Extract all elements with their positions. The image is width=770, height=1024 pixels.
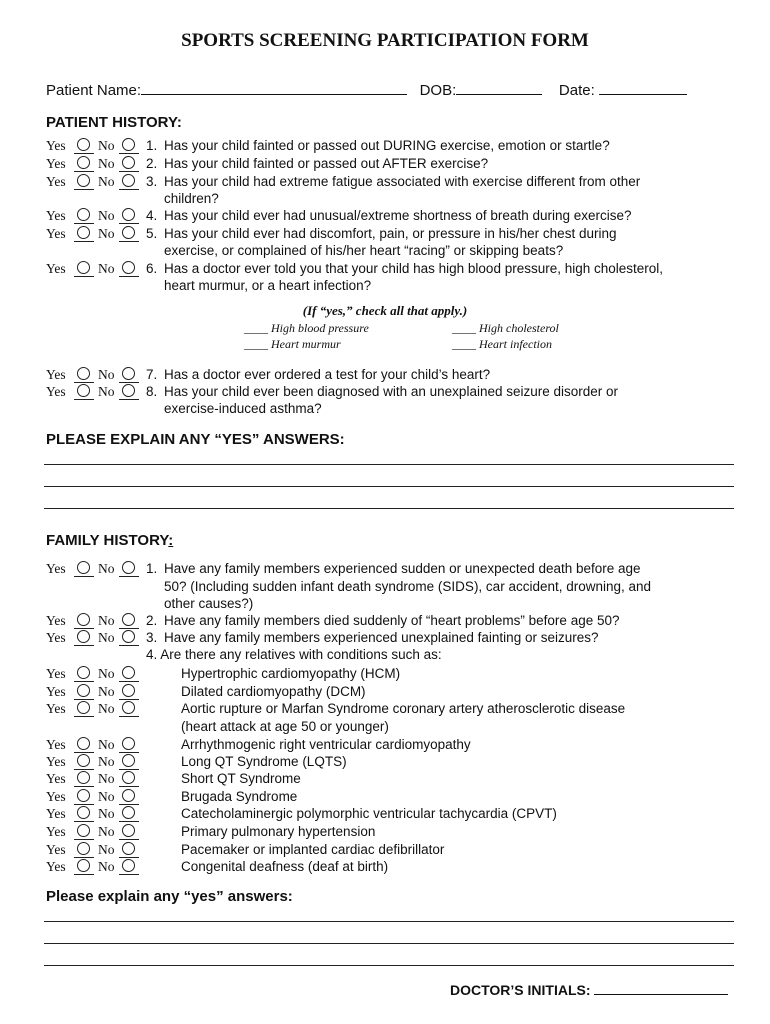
family-condition-9-no-radio[interactable] [122,824,135,837]
family-condition-3-line-2: (heart attack at age 50 or younger) [181,718,389,734]
question-text: Have any family members died suddenly of “heart problems” before age 50? [164,613,620,628]
no-label: No [98,613,115,628]
no-label: No [98,789,115,804]
yes-label: Yes [46,226,66,241]
no-label: No [98,824,115,839]
doctor-initials-label: DOCTOR’S INITIALS: [450,982,591,998]
family-condition-4-no-radio[interactable] [122,737,135,750]
patient-question-6-yes-no [46,260,144,278]
patient-name-label: Patient Name: [46,82,142,99]
patient-question-8-yes-no [46,383,144,401]
patient-question-1-no-radio[interactable] [122,138,135,151]
condition-text: Aortic rupture or Marfan Syndrome coronary artery atherosclerotic disease [181,701,626,716]
yes-label: Yes [46,859,66,874]
yes-label: Yes [46,737,66,752]
yes-underline [74,716,94,717]
family-condition-1-yes-radio[interactable] [77,666,90,679]
question-number: 3. [146,630,158,645]
patient-explain-line-1[interactable] [44,464,734,465]
family-explain-line-3[interactable] [44,965,734,966]
family-condition-5-yes-radio[interactable] [77,754,90,767]
yes-underline [74,839,94,840]
patient-question-6-line-2: heart murmur, or a heart infection? [164,278,372,293]
yes-underline [74,874,94,875]
patient-question-2-yes-no [46,155,144,173]
condition-text: Short QT Syndrome [181,771,301,786]
form-header [46,80,687,99]
patient-question-7-yes-no [46,366,144,384]
no-underline [119,681,139,682]
patient-question-2-no-radio[interactable] [122,156,135,169]
family-question-q2-no-radio[interactable] [122,613,135,626]
patient-question-7-yes-radio[interactable] [77,367,90,380]
date-label: Date: [558,82,595,99]
family-condition-2-yes-no [46,683,144,701]
yes-underline [74,821,94,822]
patient-question-3-no-radio[interactable] [122,174,135,187]
condition-text: Primary pulmonary hypertension [181,824,376,839]
no-label: No [98,208,115,223]
family-condition-3-yes-radio[interactable] [77,701,90,714]
patient-question-8-no-radio[interactable] [122,384,135,397]
no-label: No [98,842,115,857]
no-label: No [98,384,115,399]
family-condition-8-yes-radio[interactable] [77,806,90,819]
no-underline [119,645,139,646]
no-label: No [98,701,115,716]
yes-label: Yes [46,701,66,716]
form-title: SPORTS SCREENING PARTICIPATION FORM [181,30,589,51]
yes-underline [74,189,94,190]
family-condition-3-yes-no [46,700,144,718]
family-question-q2-yes-no [46,612,144,630]
patient-question-1-yes-radio[interactable] [77,138,90,151]
patient-question-7-no-radio[interactable] [122,367,135,380]
condition-text: Dilated cardiomyopathy (DCM) [181,684,366,699]
family-condition-5-yes-no [46,753,144,771]
no-label: No [98,806,115,821]
yes-underline [74,399,94,400]
patient-name-field[interactable] [141,80,407,95]
question-text: Has a doctor ever ordered a test for your child’s heart? [164,367,491,382]
family-condition-9-yes-no [46,823,144,841]
patient-question-3-line-2: children? [164,191,219,206]
yes-underline [74,171,94,172]
family-explain-heading: Please explain any “yes” answers: [46,888,293,905]
question-text: Have any family members experienced unexplained fainting or seizures? [164,630,599,645]
patient-question-8-line-2: exercise-induced asthma? [164,401,322,416]
no-label: No [98,630,115,645]
condition-text: Catecholaminergic polymorphic ventricular tachycardia (CPVT) [181,806,557,821]
yes-label: Yes [46,384,66,399]
family-question-4-intro: 4. Are there any relatives with conditions such as: [146,647,442,662]
question-text: Have any family members experienced sudden or unexpected death before age [164,561,641,576]
yes-label: Yes [46,824,66,839]
patient-question-1-yes-no [46,137,144,155]
question-text: Has your child ever had discomfort, pain, or pressure in his/her chest during [164,226,617,241]
yes-label: Yes [46,789,66,804]
yes-label: Yes [46,666,66,681]
check-heart-murmur[interactable]: ____ Heart murmur [244,337,341,351]
patient-question-5-yes-no [46,225,144,243]
yes-underline [74,645,94,646]
family-condition-4-yes-radio[interactable] [77,737,90,750]
condition-text: Hypertrophic cardiomyopathy (HCM) [181,666,401,681]
family-question-q3-yes-no [46,629,144,647]
family-condition-3-no-radio[interactable] [122,701,135,714]
no-label: No [98,754,115,769]
question-number: 1. [146,561,158,576]
condition-text: Brugada Syndrome [181,789,298,804]
family-condition-11-no-radio[interactable] [122,859,135,872]
no-label: No [98,367,115,382]
family-condition-7-yes-no [46,788,144,806]
yes-label: Yes [46,806,66,821]
yes-label: Yes [46,613,66,628]
yes-label: Yes [46,754,66,769]
family-question-q2-yes-radio[interactable] [77,613,90,626]
family-question-q1-yes-no [46,560,144,578]
question-text: Has your child had extreme fatigue associated with exercise different from other [164,174,641,189]
no-underline [119,189,139,190]
patient-question-3-yes-no [46,173,144,191]
patient-history-heading: PATIENT HISTORY: [46,114,182,131]
family-question-q1-yes-radio[interactable] [77,561,90,574]
no-label: No [98,684,115,699]
yes-label: Yes [46,261,66,276]
no-underline [119,153,139,154]
no-underline [119,223,139,224]
patient-question-5-no-radio[interactable] [122,226,135,239]
family-condition-5-no-radio[interactable] [122,754,135,767]
question-text: Has your child fainted or passed out DURING exercise, emotion or startle? [164,138,610,153]
yes-label: Yes [46,138,66,153]
no-label: No [98,666,115,681]
family-history-heading [46,532,173,549]
family-explain-line-2[interactable] [44,943,734,944]
yes-label: Yes [46,367,66,382]
yes-label: Yes [46,630,66,645]
patient-explain-heading: PLEASE EXPLAIN ANY “YES” ANSWERS: [46,431,345,448]
question-text: Has your child ever had unusual/extreme shortness of breath during exercise? [164,208,632,223]
patient-question-3-yes-radio[interactable] [77,174,90,187]
question-number: 4. [146,208,158,223]
yes-label: Yes [46,842,66,857]
question-text: Has your child ever been diagnosed with an unexplained seizure disorder or [164,384,619,399]
question-text: Has a doctor ever told you that your child has high blood pressure, high cholesterol, [164,261,664,276]
question-number: 7. [146,367,158,382]
no-label: No [98,261,115,276]
dob-field[interactable] [456,80,542,95]
no-underline [119,171,139,172]
doctor-initials-field[interactable] [594,980,728,995]
question-number: 2. [146,156,158,171]
family-question-q3-yes-radio[interactable] [77,630,90,643]
yes-underline [74,276,94,277]
date-field[interactable] [599,80,687,95]
yes-underline [74,223,94,224]
question-text: Has your child fainted or passed out AFTER exercise? [164,156,489,171]
patient-question-6-no-radio[interactable] [122,261,135,274]
family-condition-1-yes-no [46,665,144,683]
patient-explain-line-3[interactable] [44,508,734,509]
no-label: No [98,859,115,874]
question-number: 2. [146,613,158,628]
yes-label: Yes [46,174,66,189]
family-condition-7-no-radio[interactable] [122,789,135,802]
question-number: 6. [146,261,158,276]
no-underline [119,821,139,822]
no-label: No [98,138,115,153]
no-underline [119,276,139,277]
family-condition-8-no-radio[interactable] [122,806,135,819]
question-number: 5. [146,226,158,241]
patient-question-4-yes-no [46,207,144,225]
condition-text: Pacemaker or implanted cardiac defibrillator [181,842,445,857]
no-underline [119,839,139,840]
no-underline [119,786,139,787]
family-explain-line-1[interactable] [44,921,734,922]
no-underline [119,576,139,577]
patient-question-6-yes-radio[interactable] [77,261,90,274]
family-question-q1-no-radio[interactable] [122,561,135,574]
yes-underline [74,241,94,242]
family-condition-10-no-radio[interactable] [122,842,135,855]
no-label: No [98,561,115,576]
no-label: No [98,771,115,786]
patient-explain-line-2[interactable] [44,486,734,487]
patient-question-5-yes-radio[interactable] [77,226,90,239]
family-condition-6-yes-radio[interactable] [77,771,90,784]
family-history-heading-colon: : [168,532,174,549]
family-condition-6-yes-no [46,770,144,788]
condition-text: Arrhythmogenic right ventricular cardiomyopathy [181,737,471,752]
patient-question-5-line-2: exercise, or complained of his/her heart “racing” or skipping beats? [164,243,564,258]
family-condition-1-no-radio[interactable] [122,666,135,679]
family-condition-11-yes-no [46,858,144,876]
family-condition-6-no-radio[interactable] [122,771,135,784]
family-condition-4-yes-no [46,736,144,754]
yes-underline [74,786,94,787]
yes-label: Yes [46,561,66,576]
family-condition-10-yes-no [46,841,144,859]
family-condition-9-yes-radio[interactable] [77,824,90,837]
condition-text: Long QT Syndrome (LQTS) [181,754,347,769]
check-high-cholesterol[interactable]: ____ High cholesterol [452,321,559,335]
doctor-initials [450,980,728,998]
family-question-q1-line-2: 50? (Including sudden infant death syndrome (SIDS), car accident, drowning, and [164,578,652,594]
patient-question-2-yes-radio[interactable] [77,156,90,169]
family-history-heading-text: FAMILY HISTORY [46,532,169,549]
patient-question-8-yes-radio[interactable] [77,384,90,397]
no-underline [119,716,139,717]
dob-label: DOB: [419,82,457,99]
no-label: No [98,737,115,752]
no-underline [119,874,139,875]
family-condition-2-no-radio[interactable] [122,684,135,697]
family-condition-10-yes-radio[interactable] [77,842,90,855]
no-label: No [98,174,115,189]
family-condition-2-yes-radio[interactable] [77,684,90,697]
question-number: 3. [146,174,158,189]
yes-underline [74,153,94,154]
question-number: 8. [146,384,158,399]
patient-question-4-yes-radio[interactable] [77,208,90,221]
yes-label: Yes [46,684,66,699]
family-condition-11-yes-radio[interactable] [77,859,90,872]
condition-text: Congenital deafness (deaf at birth) [181,859,389,874]
yes-underline [74,681,94,682]
question-number: 1. [146,138,158,153]
patient-question-4-no-radio[interactable] [122,208,135,221]
family-condition-8-yes-no [46,805,144,823]
no-label: No [98,156,115,171]
family-question-q3-no-radio[interactable] [122,630,135,643]
check-all-note: (If “yes,” check all that apply.) [302,303,468,318]
check-high-blood-pressure[interactable]: ____ High blood pressure [244,321,369,335]
yes-underline [74,576,94,577]
check-heart-infection[interactable]: ____ Heart infection [452,337,552,351]
family-condition-7-yes-radio[interactable] [77,789,90,802]
no-underline [119,399,139,400]
family-question-q1-line-3: other causes?) [164,596,254,611]
yes-label: Yes [46,771,66,786]
no-label: No [98,226,115,241]
yes-label: Yes [46,208,66,223]
yes-label: Yes [46,156,66,171]
no-underline [119,241,139,242]
